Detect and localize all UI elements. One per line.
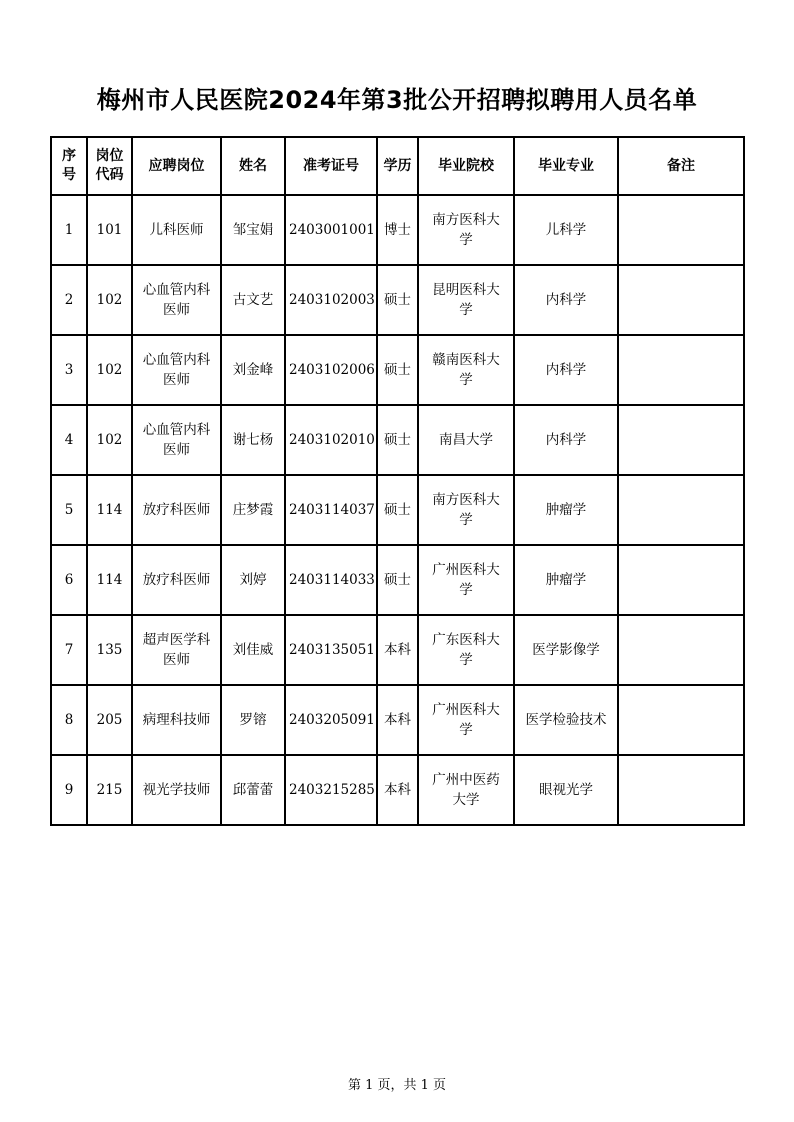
cell-school (418, 755, 514, 825)
cell-name: 谢七杨 (221, 405, 285, 475)
cell-exam-no: 2403102003 (285, 265, 377, 335)
header-major: 毕业专业 (514, 137, 618, 195)
header-exam-no: 准考证号 (285, 137, 377, 195)
cell-school (418, 335, 514, 405)
cell-remarks (618, 265, 744, 335)
page-footer: 第 1 页，共 1 页 (347, 1078, 447, 1093)
cell-degree: 本科 (377, 755, 418, 825)
cell-school-line: 学 (459, 722, 473, 738)
cell-name: 庄梦霞 (221, 475, 285, 545)
cell-position (132, 265, 221, 335)
cell-position (132, 195, 221, 265)
cell-exam-no: 2403102010 (285, 405, 377, 475)
cell-major: 儿科学 (514, 195, 618, 265)
cell-position-line: 超声医学科 (142, 632, 211, 648)
cell-degree: 博士 (377, 195, 418, 265)
cell-position-line: 医师 (163, 442, 190, 458)
hiring-roster-table (50, 136, 745, 826)
cell-exam-no: 2403135051 (285, 615, 377, 685)
cell-name: 刘金峰 (221, 335, 285, 405)
cell-position-line: 心血管内科 (142, 352, 211, 368)
table-row (51, 335, 744, 405)
cell-degree: 硕士 (377, 265, 418, 335)
cell-school (418, 685, 514, 755)
cell-remarks (618, 615, 744, 685)
cell-school-line: 大学 (452, 792, 480, 808)
cell-position-line: 放疗科医师 (142, 572, 211, 588)
cell-school-line: 南方医科大 (432, 212, 500, 228)
cell-position (132, 475, 221, 545)
cell-seq: 5 (51, 475, 87, 545)
table-row (51, 405, 744, 475)
cell-seq: 2 (51, 265, 87, 335)
header-degree: 学历 (377, 137, 418, 195)
cell-position-line: 视光学技师 (142, 782, 211, 798)
cell-post-code: 135 (87, 615, 132, 685)
header-post-code (87, 137, 132, 195)
cell-name: 刘婷 (221, 545, 285, 615)
cell-post-code: 114 (87, 545, 132, 615)
cell-position (132, 545, 221, 615)
cell-major: 医学影像学 (514, 615, 618, 685)
cell-position (132, 335, 221, 405)
cell-remarks (618, 195, 744, 265)
cell-position-line: 病理科技师 (142, 712, 211, 728)
cell-school-line: 学 (459, 512, 473, 528)
cell-remarks (618, 475, 744, 545)
cell-school-line: 学 (459, 372, 473, 388)
cell-school (418, 615, 514, 685)
cell-seq: 1 (51, 195, 87, 265)
table-row (51, 685, 744, 755)
cell-post-code: 101 (87, 195, 132, 265)
cell-post-code: 205 (87, 685, 132, 755)
cell-school-line: 学 (459, 652, 473, 668)
cell-remarks (618, 755, 744, 825)
cell-position-line: 放疗科医师 (142, 502, 211, 518)
table-row (51, 545, 744, 615)
cell-position-line: 心血管内科 (142, 282, 211, 298)
table-body (51, 195, 744, 825)
table-row (51, 265, 744, 335)
cell-degree: 硕士 (377, 335, 418, 405)
cell-seq: 4 (51, 405, 87, 475)
cell-school-line: 广州医科大 (432, 562, 500, 578)
cell-school (418, 405, 514, 475)
cell-post-code: 114 (87, 475, 132, 545)
cell-name: 罗镕 (221, 685, 285, 755)
cell-school (418, 265, 514, 335)
cell-degree: 硕士 (377, 475, 418, 545)
header-remarks: 备注 (618, 137, 744, 195)
cell-remarks (618, 545, 744, 615)
cell-seq: 7 (51, 615, 87, 685)
cell-post-code: 215 (87, 755, 132, 825)
header-position: 应聘岗位 (132, 137, 221, 195)
cell-major: 肿瘤学 (514, 475, 618, 545)
cell-school-line: 广州中医药 (432, 772, 500, 788)
cell-exam-no: 2403114037 (285, 475, 377, 545)
cell-school-line: 赣南医科大 (432, 352, 500, 368)
table-row (51, 615, 744, 685)
cell-position-line: 医师 (163, 302, 190, 318)
cell-degree: 本科 (377, 615, 418, 685)
cell-degree: 硕士 (377, 405, 418, 475)
cell-school (418, 475, 514, 545)
cell-position-line: 医师 (163, 652, 190, 668)
cell-name: 古文艺 (221, 265, 285, 335)
header-seq-line-1: 序 (62, 148, 76, 164)
cell-school-line: 广东医科大 (432, 632, 500, 648)
cell-seq: 9 (51, 755, 87, 825)
cell-major: 内科学 (514, 265, 618, 335)
cell-school (418, 195, 514, 265)
cell-degree: 本科 (377, 685, 418, 755)
header-post-code-line-2: 代码 (95, 167, 124, 183)
cell-major: 内科学 (514, 335, 618, 405)
table-row (51, 755, 744, 825)
cell-position (132, 755, 221, 825)
cell-exam-no: 2403215285 (285, 755, 377, 825)
cell-position (132, 615, 221, 685)
cell-school-line: 学 (459, 302, 473, 318)
document-title: 梅州市人民医院2024年第3批公开招聘拟聘用人员名单 (96, 86, 698, 114)
cell-major: 眼视光学 (514, 755, 618, 825)
header-seq (51, 137, 87, 195)
cell-remarks (618, 335, 744, 405)
cell-exam-no: 2403102006 (285, 335, 377, 405)
cell-position (132, 685, 221, 755)
cell-seq: 6 (51, 545, 87, 615)
table-row (51, 475, 744, 545)
cell-position (132, 405, 221, 475)
cell-exam-no: 2403001001 (285, 195, 377, 265)
cell-seq: 8 (51, 685, 87, 755)
cell-school-line: 学 (459, 582, 473, 598)
header-name: 姓名 (221, 137, 285, 195)
cell-remarks (618, 405, 744, 475)
cell-school-line: 南方医科大 (432, 492, 500, 508)
cell-remarks (618, 685, 744, 755)
cell-school-line: 广州医科大 (432, 702, 500, 718)
cell-post-code: 102 (87, 265, 132, 335)
header-post-code-line-1: 岗位 (95, 148, 124, 164)
cell-name: 刘佳威 (221, 615, 285, 685)
cell-exam-no: 2403114033 (285, 545, 377, 615)
cell-seq: 3 (51, 335, 87, 405)
cell-exam-no: 2403205091 (285, 685, 377, 755)
cell-post-code: 102 (87, 405, 132, 475)
cell-position-line: 心血管内科 (142, 422, 211, 438)
cell-name: 邱蕾蕾 (221, 755, 285, 825)
cell-degree: 硕士 (377, 545, 418, 615)
cell-major: 肿瘤学 (514, 545, 618, 615)
cell-position-line: 医师 (163, 372, 190, 388)
header-seq-line-2: 号 (62, 167, 76, 183)
table-header-row (51, 137, 744, 195)
cell-name: 邹宝娟 (221, 195, 285, 265)
cell-school (418, 545, 514, 615)
cell-major: 内科学 (514, 405, 618, 475)
cell-major: 医学检验技术 (514, 685, 618, 755)
header-school: 毕业院校 (418, 137, 514, 195)
cell-school-line: 学 (459, 232, 473, 248)
cell-position-line: 儿科医师 (149, 222, 204, 238)
cell-school-line: 南昌大学 (439, 432, 493, 448)
cell-school-line: 昆明医科大 (432, 282, 500, 298)
cell-post-code: 102 (87, 335, 132, 405)
table-row (51, 195, 744, 265)
